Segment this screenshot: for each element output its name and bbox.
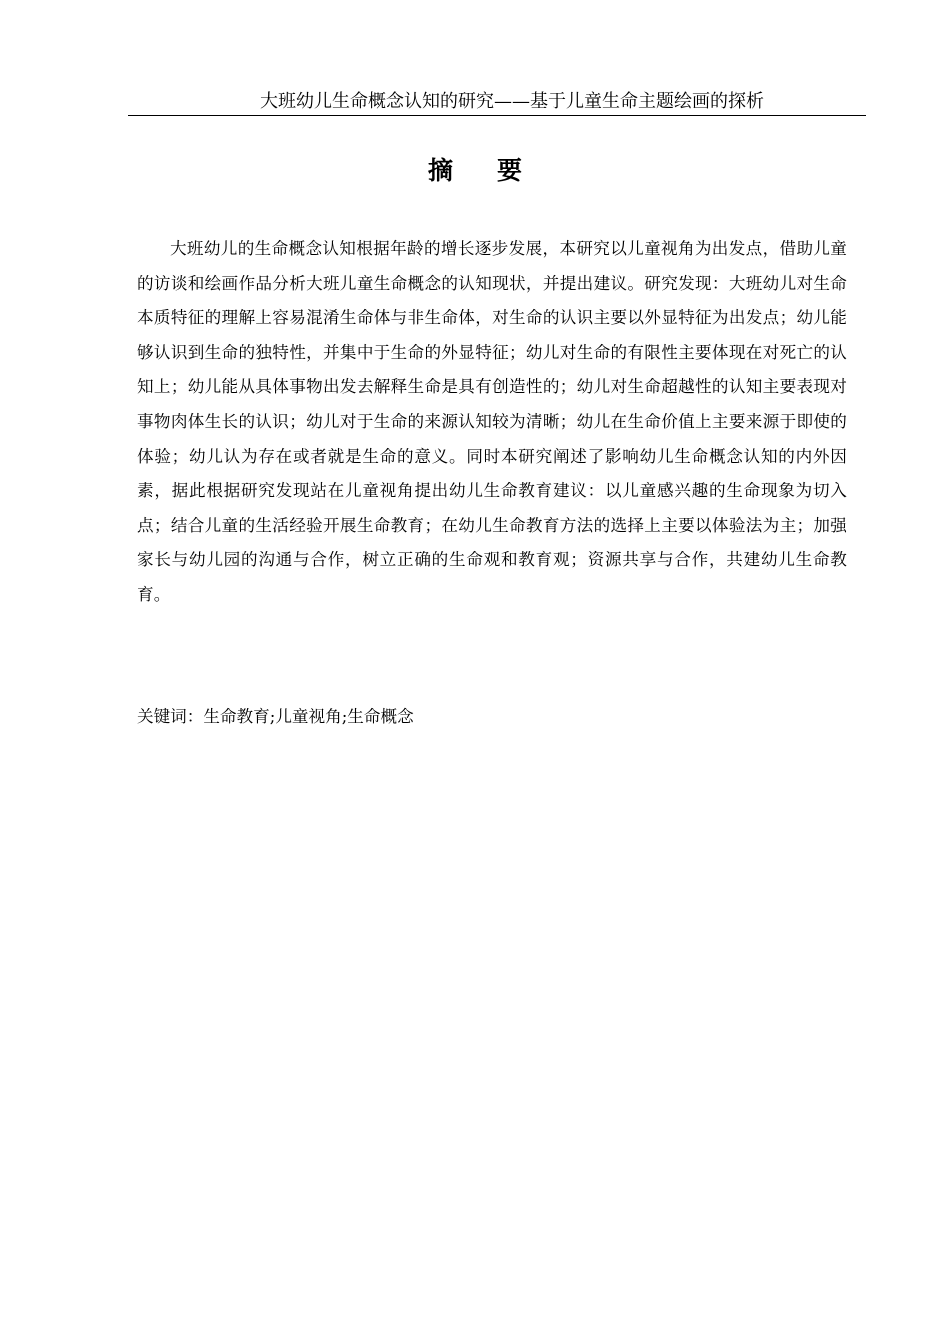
abstract-body: 大班幼儿的生命概念认知根据年龄的增长逐步发展，本研究以儿童视角为出发点，借助儿童的访谈和绘画作品分析大班儿童生命概念的认知现状，并提出建议。研究发现：大班幼儿对生命本质特征的理解上容易混淆生命体与非生命体，对生命的认识主要以外显特征为出发点；幼儿能够认识到生命的独特性，并集中于生命的外显特征；幼儿对生命的有限性主要体现在对死亡的认知上；幼儿能从具体事物出发去解释生命是具有创造性的；幼儿对生命超越性的认知主要表现对事物肉体生长的认识；幼儿对于生命的来源认知较为清晰；幼儿在生命价值上主要来源于即使的体验；幼儿认为存在或者就是生命的意义。同时本研究阐述了影响幼儿生命概念认知的内外因素，据此根据研究发现站在儿童视角提出幼儿生命教育建议：以儿童感兴趣的生命现象为切入点；结合儿童的生活经验开展生命教育；在幼儿生命教育方法的选择上主要以体验法为主；加强家长与幼儿园的沟通与合作，树立正确的生命观和教育观；资源共享与合作，共建幼儿生命教育。	[137, 239, 847, 604]
abstract-title: 摘要	[427, 156, 566, 185]
running-header	[128, 88, 866, 116]
keywords-line	[137, 702, 847, 732]
keywords-value: 生命教育;儿童视角;生命概念	[203, 707, 414, 726]
running-header-title: 大班幼儿生命概念认知的研究——基于儿童生命主题绘画的探析	[260, 91, 764, 112]
keywords-label: 关键词：	[137, 707, 204, 726]
